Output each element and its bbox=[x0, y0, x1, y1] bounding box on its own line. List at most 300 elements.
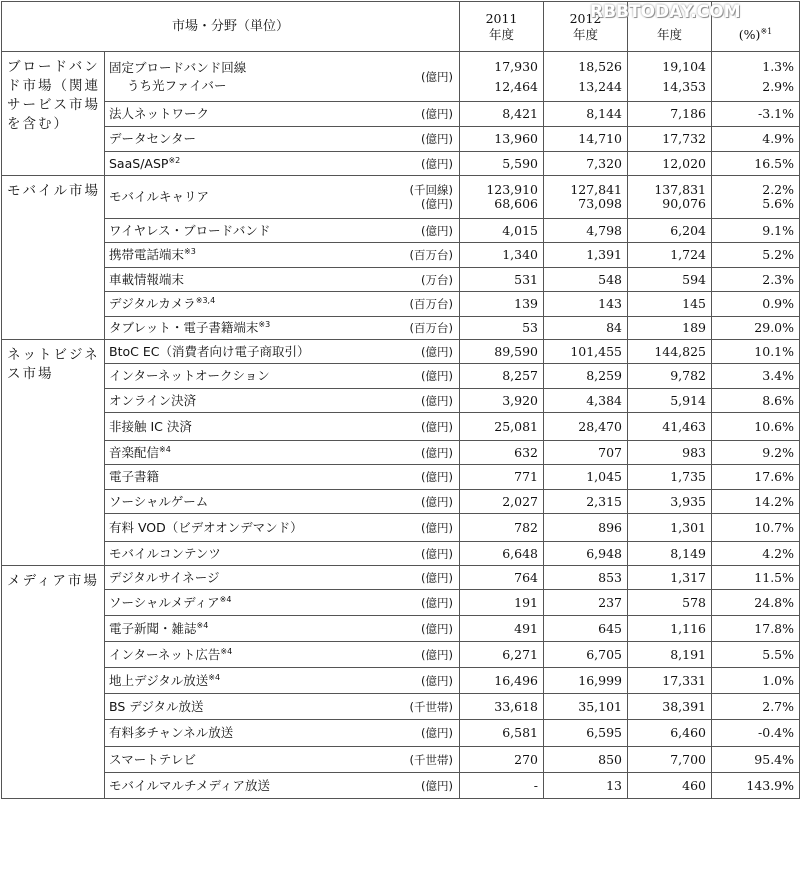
unit-cell: (億円) bbox=[377, 465, 460, 490]
table-body bbox=[2, 52, 800, 799]
value-cell-2011 bbox=[460, 668, 544, 694]
market-value: 137,831 bbox=[654, 182, 707, 197]
market-value: 3,920 bbox=[502, 392, 539, 408]
item-label: モバイルキャリア bbox=[109, 189, 210, 204]
item-label: うち光ファイバー bbox=[127, 77, 227, 93]
item-label: インターネット広告$^{※4}$ bbox=[109, 646, 233, 662]
value-cell-2012 bbox=[544, 364, 628, 389]
unit-cell: (億円) bbox=[377, 52, 460, 102]
item-footnote: ※4 bbox=[219, 594, 232, 604]
market-value: 2,315 bbox=[586, 493, 623, 509]
market-value: 4,015 bbox=[502, 222, 539, 238]
table-row bbox=[2, 694, 800, 720]
item-label: 有料 VOD（ビデオオンデマンド） bbox=[109, 519, 303, 535]
market-value: 1,317 bbox=[670, 569, 707, 585]
market-value: 19,104 bbox=[662, 58, 707, 74]
market-header: 市場・分野（単位） bbox=[2, 2, 460, 52]
market-value: 12,020 bbox=[662, 155, 707, 171]
growth-rate: 10.1% bbox=[754, 343, 795, 359]
growth-rate: 2.3% bbox=[762, 271, 795, 287]
market-value: 35,101 bbox=[578, 698, 623, 714]
value-cell-2012 bbox=[544, 616, 628, 642]
growth-rate-cell bbox=[712, 340, 800, 364]
market-value: 1,116 bbox=[670, 620, 707, 636]
market-value: 7,320 bbox=[586, 155, 623, 171]
unit-cell: (億円) bbox=[377, 590, 460, 616]
item-name bbox=[105, 52, 377, 102]
growth-rate-cell bbox=[712, 590, 800, 616]
item-name bbox=[105, 465, 377, 490]
value-cell-2013 bbox=[628, 52, 712, 102]
growth-rate: 5.6% bbox=[762, 196, 795, 211]
value-cell-2013 bbox=[628, 773, 712, 799]
growth-rate-cell bbox=[712, 389, 800, 413]
market-value: 578 bbox=[682, 594, 707, 610]
item-name bbox=[105, 127, 377, 152]
table-row bbox=[2, 340, 800, 364]
growth-rate: -3.1% bbox=[758, 106, 795, 121]
market-value: 491 bbox=[514, 620, 539, 636]
value-cell-2013 bbox=[628, 490, 712, 514]
unit-cell: (千世帯) bbox=[377, 694, 460, 720]
year-2012-label: 2012 bbox=[569, 10, 602, 26]
market-value: 53 bbox=[522, 320, 539, 335]
unit-cell: (億円) bbox=[377, 642, 460, 668]
table-row bbox=[2, 566, 800, 590]
value-cell-2013 bbox=[628, 642, 712, 668]
table-row bbox=[2, 773, 800, 799]
item-label: 地上デジタル放送$^{※4}$ bbox=[109, 672, 221, 688]
table-row bbox=[2, 490, 800, 514]
category-cell: ブロードバンド市場（関連サービス市場を含む） bbox=[2, 52, 105, 176]
item-name bbox=[105, 514, 377, 542]
value-cell-2012 bbox=[544, 668, 628, 694]
unit-cell: (億円) bbox=[377, 364, 460, 389]
market-value: 6,595 bbox=[586, 725, 623, 740]
table-row bbox=[2, 642, 800, 668]
unit-cell: (百万台) bbox=[377, 292, 460, 317]
table-row bbox=[2, 152, 800, 176]
unit-cell: (億円) bbox=[377, 542, 460, 566]
item-label: 電子新聞・雑誌$^{※4}$ bbox=[109, 620, 209, 636]
value-cell-2012 bbox=[544, 542, 628, 566]
item-name bbox=[105, 340, 377, 364]
unit-cell: (億円) bbox=[377, 102, 460, 127]
value-cell-2011 bbox=[460, 773, 544, 799]
value-cell-2013 bbox=[628, 542, 712, 566]
market-value: 127,841 bbox=[570, 182, 623, 197]
market-value: 6,581 bbox=[502, 725, 539, 740]
table-row bbox=[2, 268, 800, 292]
growth-rate: 2.9% bbox=[762, 78, 795, 94]
item-name bbox=[105, 668, 377, 694]
item-label: 非接触 IC 決済 bbox=[109, 418, 192, 434]
item-name bbox=[105, 389, 377, 413]
value-cell-2013 bbox=[628, 102, 712, 127]
growth-rate-cell bbox=[712, 268, 800, 292]
value-cell-2013 bbox=[628, 720, 712, 747]
item-footnote: ※4 bbox=[159, 444, 171, 454]
item-name bbox=[105, 616, 377, 642]
value-cell-2011 bbox=[460, 542, 544, 566]
growth-rate: 10.7% bbox=[754, 519, 795, 535]
table-row bbox=[2, 317, 800, 340]
value-cell-2013 bbox=[628, 364, 712, 389]
market-value: 782 bbox=[514, 519, 539, 535]
value-cell-2011 bbox=[460, 243, 544, 268]
table-row bbox=[2, 364, 800, 389]
item-footnote: ※3,4 bbox=[195, 296, 216, 305]
value-cell-2011 bbox=[460, 514, 544, 542]
market-value: 73,098 bbox=[578, 196, 623, 211]
value-cell-2011 bbox=[460, 292, 544, 317]
value-cell-2011 bbox=[460, 441, 544, 465]
market-value: 17,732 bbox=[662, 131, 707, 146]
market-value: 1,045 bbox=[586, 469, 623, 484]
market-value: 460 bbox=[682, 777, 707, 793]
value-cell-2013 bbox=[628, 590, 712, 616]
value-cell-2011 bbox=[460, 52, 544, 102]
value-cell-2012 bbox=[544, 465, 628, 490]
growth-rate-cell bbox=[712, 292, 800, 317]
item-label: 固定ブロードバンド回線 bbox=[109, 59, 247, 75]
value-cell-2011 bbox=[460, 102, 544, 127]
growth-rate-cell bbox=[712, 773, 800, 799]
growth-rate-cell bbox=[712, 514, 800, 542]
item-label: 音楽配信$^{※4}$ bbox=[109, 444, 171, 460]
market-value: 237 bbox=[598, 594, 623, 610]
value-cell-2011 bbox=[460, 127, 544, 152]
value-cell-2011 bbox=[460, 364, 544, 389]
value-cell-2011 bbox=[460, 176, 544, 219]
value-cell-2011 bbox=[460, 465, 544, 490]
table-row bbox=[2, 720, 800, 747]
item-name bbox=[105, 490, 377, 514]
item-label: BS デジタル放送 bbox=[109, 698, 204, 714]
market-value: 4,798 bbox=[586, 222, 623, 238]
value-cell-2011 bbox=[460, 566, 544, 590]
market-value: 6,648 bbox=[502, 545, 539, 561]
item-label: スマートテレビ bbox=[109, 751, 197, 767]
value-cell-2011 bbox=[460, 268, 544, 292]
growth-rate: 4.2% bbox=[762, 545, 795, 561]
market-value: 28,470 bbox=[578, 418, 623, 434]
market-value: 139 bbox=[514, 296, 539, 311]
market-value: 3,935 bbox=[670, 493, 707, 509]
category-cell: モバイル市場 bbox=[2, 176, 105, 340]
item-name bbox=[105, 694, 377, 720]
growth-rate-cell bbox=[712, 413, 800, 441]
item-name bbox=[105, 642, 377, 668]
market-value: - bbox=[533, 777, 539, 793]
item-name bbox=[105, 441, 377, 465]
market-value: 189 bbox=[682, 320, 707, 335]
value-cell-2013 bbox=[628, 317, 712, 340]
value-cell-2012 bbox=[544, 176, 628, 219]
market-value: 1,340 bbox=[502, 247, 539, 262]
item-footnote: ※3 bbox=[258, 320, 271, 329]
unit-cell: (億円) bbox=[377, 441, 460, 465]
value-cell-2012 bbox=[544, 102, 628, 127]
market-value: 771 bbox=[514, 469, 539, 484]
growth-rate: 8.6% bbox=[762, 392, 795, 408]
item-label: 法人ネットワーク bbox=[109, 106, 210, 121]
market-value: 16,999 bbox=[578, 672, 623, 688]
growth-rate-cell bbox=[712, 176, 800, 219]
growth-rate-cell bbox=[712, 127, 800, 152]
growth-rate: 2.7% bbox=[762, 698, 795, 714]
value-cell-2011 bbox=[460, 317, 544, 340]
growth-rate: 95.4% bbox=[754, 751, 795, 767]
item-name bbox=[105, 364, 377, 389]
table-row bbox=[2, 52, 800, 102]
market-value: 5,914 bbox=[670, 392, 707, 408]
table-row bbox=[2, 127, 800, 152]
market-value: 983 bbox=[682, 444, 707, 460]
item-name bbox=[105, 317, 377, 340]
value-cell-2013 bbox=[628, 465, 712, 490]
market-value: 191 bbox=[514, 594, 539, 610]
value-cell-2012 bbox=[544, 340, 628, 364]
market-value: 6,948 bbox=[586, 545, 623, 561]
growth-rate: 29.0% bbox=[754, 320, 795, 335]
item-footnote: ※2 bbox=[168, 155, 181, 165]
market-value: 123,910 bbox=[486, 182, 539, 197]
growth-rate: 143.9% bbox=[746, 777, 795, 793]
rate-note: ※1 bbox=[760, 26, 773, 36]
growth-rate-cell bbox=[712, 317, 800, 340]
table-row bbox=[2, 243, 800, 268]
value-cell-2013 bbox=[628, 747, 712, 773]
unit-cell: (百万台) bbox=[377, 317, 460, 340]
unit-cell: (億円) bbox=[377, 127, 460, 152]
growth-rate: 9.1% bbox=[762, 222, 795, 238]
value-cell-2012 bbox=[544, 268, 628, 292]
value-cell-2013 bbox=[628, 668, 712, 694]
item-label: ソーシャルメディア$^{※4}$ bbox=[109, 594, 232, 610]
table-row bbox=[2, 542, 800, 566]
unit-cell: (百万台) bbox=[377, 243, 460, 268]
value-cell-2013 bbox=[628, 152, 712, 176]
item-label: オンライン決済 bbox=[109, 392, 197, 408]
value-cell-2013 bbox=[628, 514, 712, 542]
growth-rate: 14.2% bbox=[754, 493, 795, 509]
value-cell-2013 bbox=[628, 389, 712, 413]
value-cell-2013 bbox=[628, 441, 712, 465]
value-cell-2011 bbox=[460, 219, 544, 243]
table-row bbox=[2, 465, 800, 490]
growth-rate: 17.6% bbox=[754, 469, 795, 484]
unit-label: (億円) bbox=[421, 197, 454, 211]
growth-rate: 17.8% bbox=[754, 620, 795, 636]
value-cell-2012 bbox=[544, 514, 628, 542]
item-label: ワイヤレス・ブロードバンド bbox=[109, 222, 271, 238]
item-name bbox=[105, 176, 377, 219]
unit-cell: (億円) bbox=[377, 340, 460, 364]
growth-rate-cell bbox=[712, 490, 800, 514]
growth-rate: 5.5% bbox=[762, 646, 795, 662]
market-value: 8,149 bbox=[670, 545, 707, 561]
unit-cell: (億円) bbox=[377, 389, 460, 413]
item-name bbox=[105, 773, 377, 799]
value-cell-2011 bbox=[460, 642, 544, 668]
unit-cell: (億円) bbox=[377, 514, 460, 542]
market-value: 850 bbox=[598, 751, 623, 767]
value-cell-2012 bbox=[544, 292, 628, 317]
category-cell: メディア市場 bbox=[2, 566, 105, 799]
value-cell-2013 bbox=[628, 127, 712, 152]
value-cell-2013 bbox=[628, 616, 712, 642]
market-value: 6,705 bbox=[586, 646, 623, 662]
market-value: 101,455 bbox=[570, 343, 623, 359]
market-value: 896 bbox=[598, 519, 623, 535]
unit-cell: (億円) bbox=[377, 668, 460, 694]
market-value: 14,710 bbox=[578, 131, 623, 146]
growth-rate: 1.3% bbox=[762, 58, 795, 74]
item-name bbox=[105, 590, 377, 616]
market-value: 13,960 bbox=[494, 131, 539, 146]
market-value: 8,257 bbox=[502, 368, 539, 383]
value-cell-2012 bbox=[544, 642, 628, 668]
market-value: 12,464 bbox=[494, 78, 539, 94]
market-value: 764 bbox=[514, 569, 539, 585]
table-row bbox=[2, 590, 800, 616]
value-cell-2013 bbox=[628, 176, 712, 219]
market-value: 68,606 bbox=[494, 196, 539, 211]
growth-rate: 10.6% bbox=[754, 418, 795, 434]
unit-cell bbox=[377, 176, 460, 219]
growth-rate-cell bbox=[712, 152, 800, 176]
item-footnote: ※3 bbox=[184, 247, 196, 256]
market-value: 13,244 bbox=[578, 78, 623, 94]
category-cell: ネットビジネス市場 bbox=[2, 340, 105, 566]
market-value: 25,081 bbox=[494, 418, 539, 434]
growth-rate-cell bbox=[712, 642, 800, 668]
item-footnote: ※4 bbox=[196, 620, 209, 630]
table-row bbox=[2, 668, 800, 694]
growth-rate-cell bbox=[712, 219, 800, 243]
growth-rate: 1.0% bbox=[762, 672, 795, 688]
item-name bbox=[105, 243, 377, 268]
item-label: 電子書籍 bbox=[109, 469, 160, 484]
market-value: 8,144 bbox=[586, 106, 623, 121]
value-cell-2012 bbox=[544, 52, 628, 102]
value-cell-2011 bbox=[460, 152, 544, 176]
item-label: モバイルコンテンツ bbox=[109, 545, 221, 561]
item-name bbox=[105, 292, 377, 317]
value-cell-2013 bbox=[628, 268, 712, 292]
market-value: 14,353 bbox=[662, 78, 707, 94]
growth-rate-cell bbox=[712, 694, 800, 720]
value-cell-2012 bbox=[544, 566, 628, 590]
market-value: 7,186 bbox=[670, 106, 707, 121]
growth-rate: 4.9% bbox=[762, 131, 795, 146]
growth-rate: 16.5% bbox=[754, 155, 795, 171]
item-label: モバイルマルチメディア放送 bbox=[109, 777, 271, 793]
growth-rate: 24.8% bbox=[754, 594, 795, 610]
unit-cell: (億円) bbox=[377, 773, 460, 799]
growth-rate: 0.9% bbox=[762, 296, 795, 311]
market-value: 41,463 bbox=[662, 418, 707, 434]
market-value: 9,782 bbox=[670, 368, 707, 383]
market-value: 8,191 bbox=[670, 646, 707, 662]
market-table bbox=[1, 1, 800, 799]
growth-rate-cell bbox=[712, 616, 800, 642]
unit-cell: (億円) bbox=[377, 152, 460, 176]
value-cell-2013 bbox=[628, 219, 712, 243]
item-name bbox=[105, 413, 377, 441]
market-value: 1,391 bbox=[586, 247, 623, 262]
value-cell-2012 bbox=[544, 317, 628, 340]
unit-cell: (億円) bbox=[377, 413, 460, 441]
market-value: 38,391 bbox=[662, 698, 707, 714]
value-cell-2012 bbox=[544, 720, 628, 747]
market-value: 645 bbox=[598, 620, 623, 636]
item-label: インターネットオークション bbox=[109, 368, 270, 383]
value-cell-2011 bbox=[460, 389, 544, 413]
value-cell-2012 bbox=[544, 413, 628, 441]
year-2013-sub: 年度 bbox=[657, 26, 683, 42]
market-value: 594 bbox=[682, 271, 707, 287]
value-cell-2013 bbox=[628, 243, 712, 268]
value-cell-2013 bbox=[628, 340, 712, 364]
market-value: 1,301 bbox=[670, 519, 707, 535]
market-value: 16,496 bbox=[494, 672, 539, 688]
growth-rate-cell bbox=[712, 243, 800, 268]
item-name bbox=[105, 152, 377, 176]
value-cell-2011 bbox=[460, 694, 544, 720]
market-value: 270 bbox=[514, 751, 539, 767]
unit-cell: (千世帯) bbox=[377, 747, 460, 773]
value-cell-2013 bbox=[628, 694, 712, 720]
market-value: 17,930 bbox=[494, 58, 539, 74]
item-footnote: ※4 bbox=[220, 646, 233, 656]
rate-label: (%) bbox=[738, 26, 761, 42]
value-cell-2012 bbox=[544, 152, 628, 176]
year-2011-sub: 年度 bbox=[489, 26, 515, 42]
market-value: 6,204 bbox=[670, 222, 707, 238]
market-value: 632 bbox=[514, 444, 539, 460]
growth-rate: 3.4% bbox=[762, 368, 795, 383]
growth-rate-cell bbox=[712, 441, 800, 465]
unit-label: (千回線) bbox=[409, 183, 454, 197]
item-label: デジタルサイネージ bbox=[109, 569, 220, 585]
growth-rate-cell bbox=[712, 465, 800, 490]
growth-rate: -0.4% bbox=[758, 725, 795, 740]
unit-cell: (億円) bbox=[377, 566, 460, 590]
market-value: 1,735 bbox=[670, 469, 707, 484]
market-value: 17,331 bbox=[662, 672, 707, 688]
value-cell-2011 bbox=[460, 590, 544, 616]
unit-cell: (億円) bbox=[377, 219, 460, 243]
market-value: 143 bbox=[598, 296, 623, 311]
item-name bbox=[105, 747, 377, 773]
market-value: 8,421 bbox=[502, 106, 539, 121]
growth-rate: 5.2% bbox=[762, 247, 795, 262]
growth-rate-cell bbox=[712, 52, 800, 102]
value-cell-2012 bbox=[544, 127, 628, 152]
market-value: 8,259 bbox=[586, 368, 623, 383]
item-name bbox=[105, 219, 377, 243]
table-row bbox=[2, 441, 800, 465]
value-cell-2011 bbox=[460, 413, 544, 441]
item-name bbox=[105, 542, 377, 566]
value-cell-2012 bbox=[544, 389, 628, 413]
value-cell-2013 bbox=[628, 413, 712, 441]
table-row bbox=[2, 102, 800, 127]
value-cell-2012 bbox=[544, 441, 628, 465]
value-cell-2012 bbox=[544, 747, 628, 773]
